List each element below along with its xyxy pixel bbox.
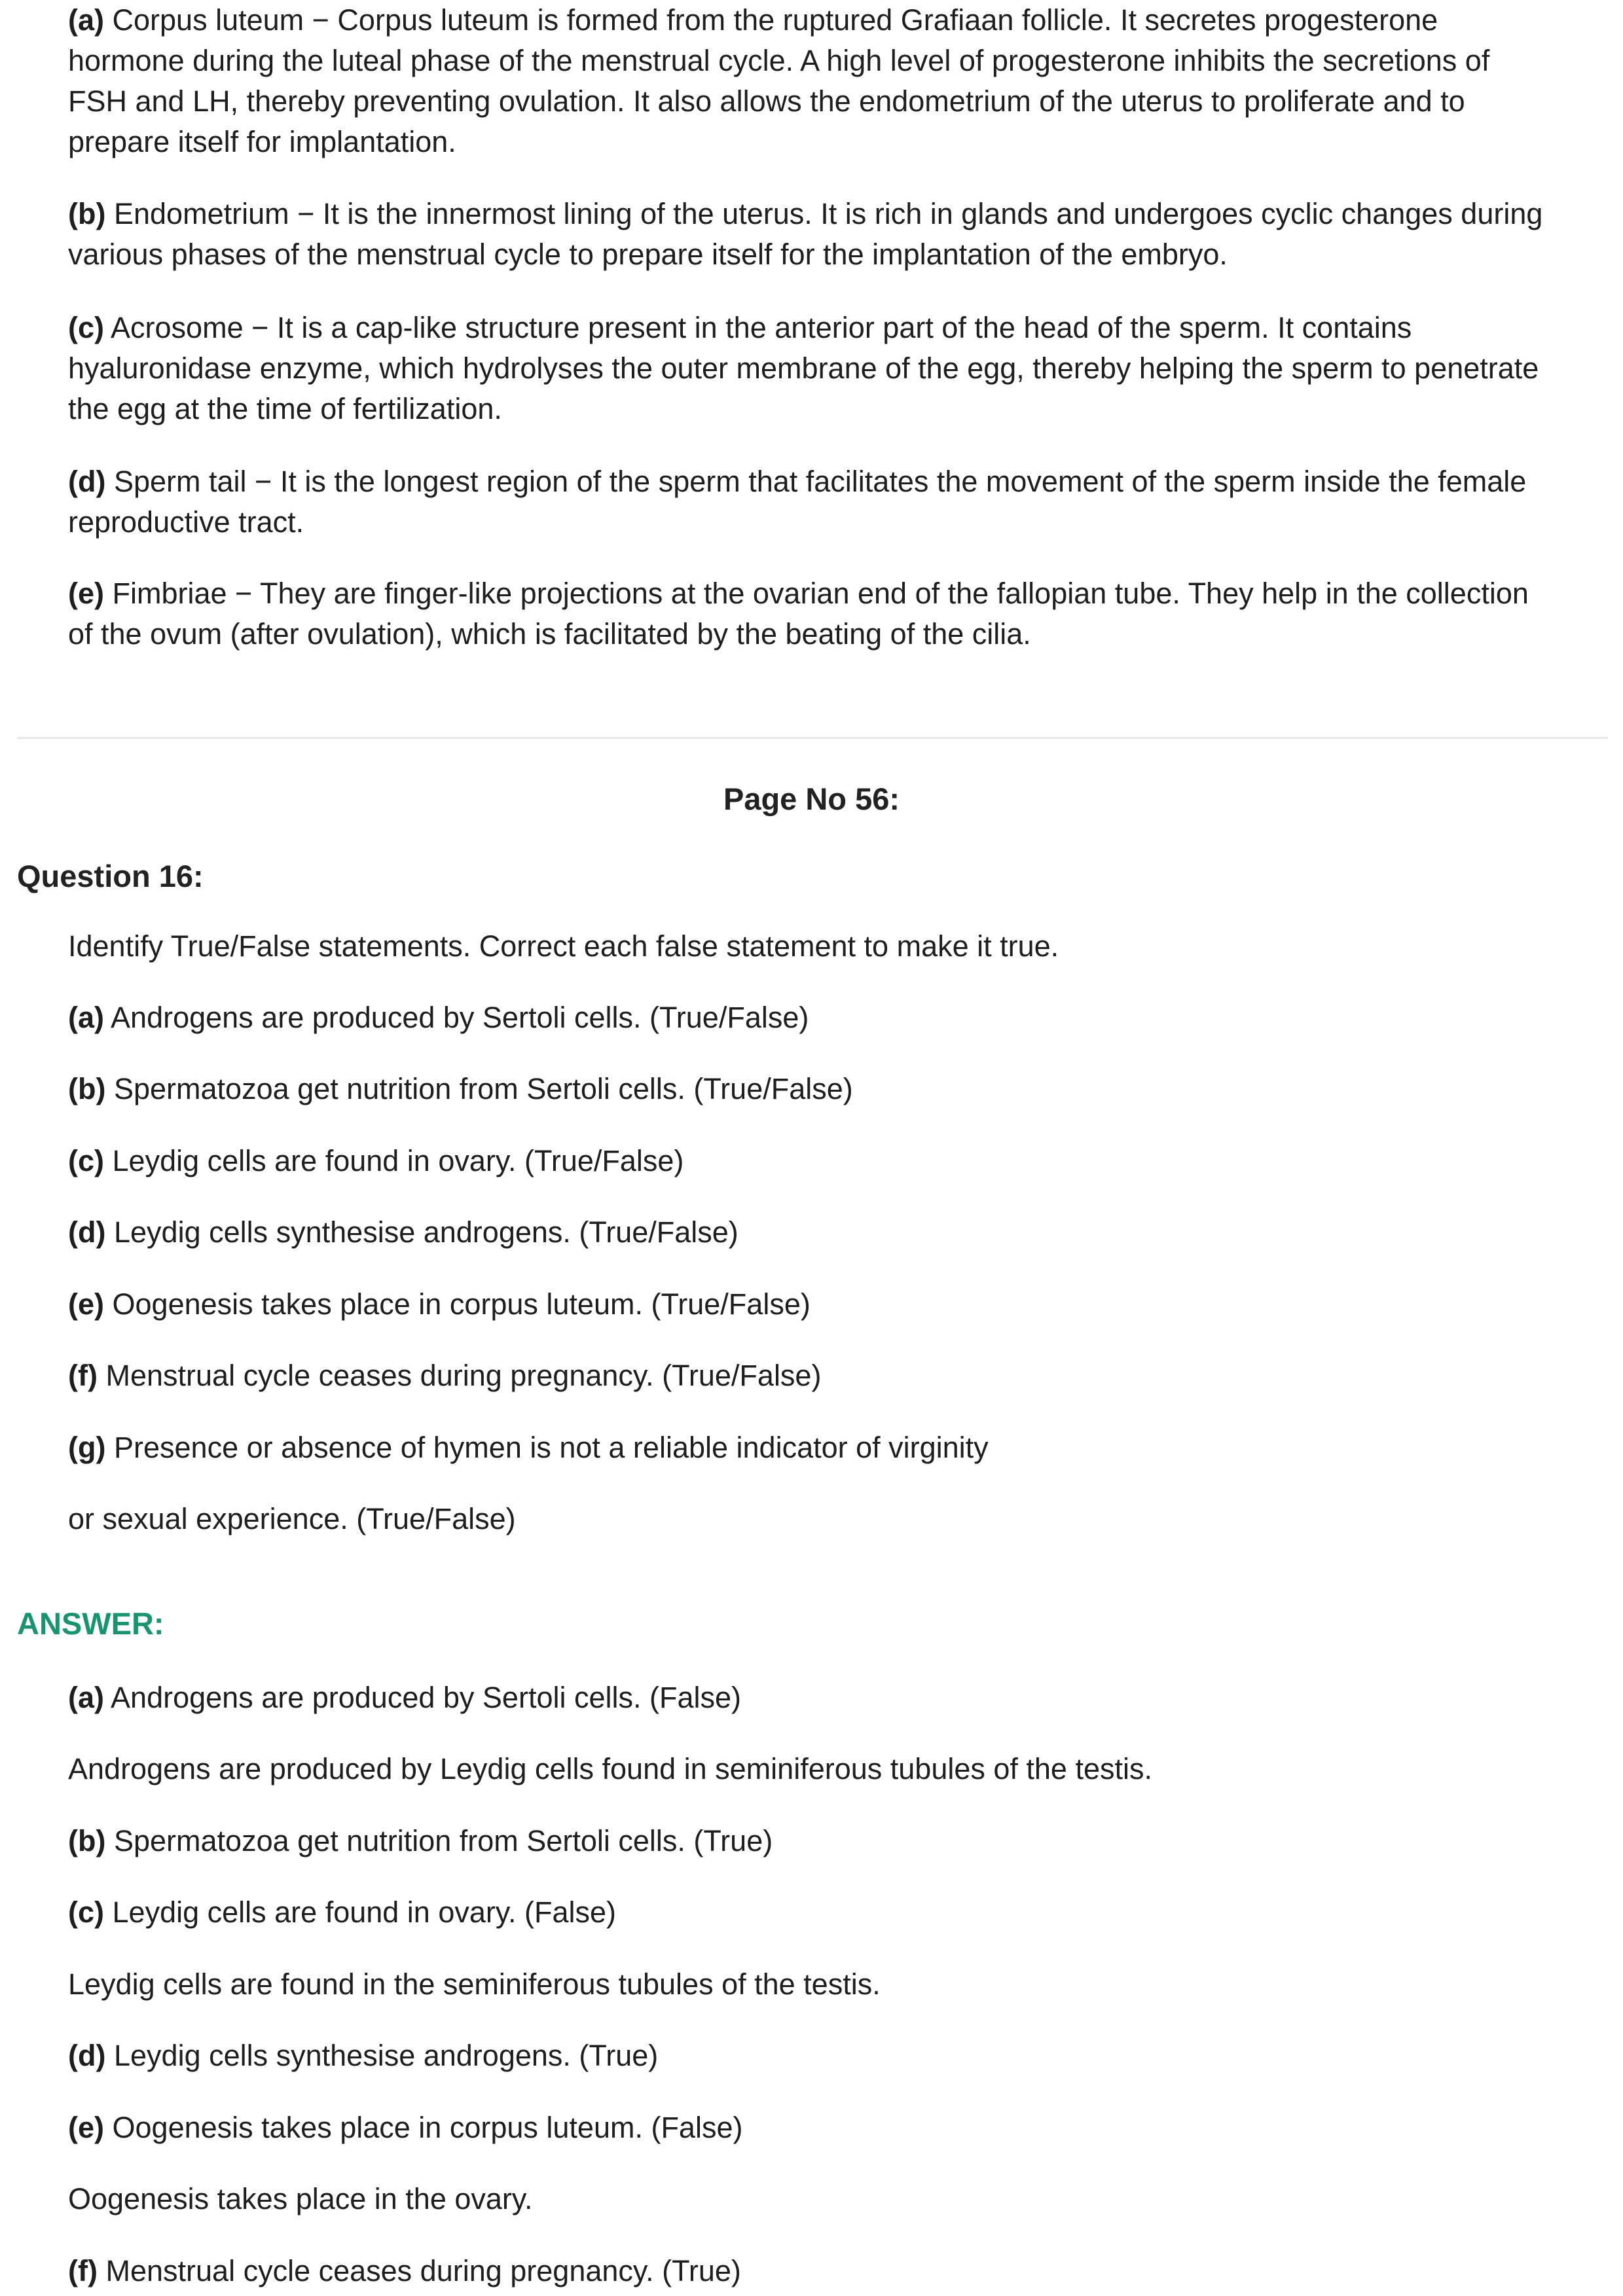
question-item-e <box>68 1284 1613 1325</box>
item-text-line: Acrosome − It is a cap-like structure present in the anterior part of the head of the sperm. It contains <box>111 311 1412 344</box>
question-item-d <box>68 1212 1613 1253</box>
item-text-line: various phases of the menstrual cycle to prepare itself for the implantation of the embryo. <box>68 238 1228 271</box>
item-text: Spermatozoa get nutrition from Sertoli cells. (True/False) <box>113 1072 853 1105</box>
answer-note-c <box>68 1964 1613 2005</box>
item-label: (e) <box>68 577 104 610</box>
item-text: Oogenesis takes place in corpus luteum. (False) <box>112 2111 743 2144</box>
answer-note-a <box>68 1749 1613 1789</box>
prev-answer-item-c <box>68 308 1613 429</box>
item-label: (a) <box>68 1681 104 1714</box>
item-text: Menstrual cycle ceases during pregnancy. (True) <box>105 2254 741 2287</box>
section-divider <box>17 737 1608 739</box>
item-label: (g) <box>68 1431 106 1464</box>
answer-item-b <box>68 1821 1613 1861</box>
item-text-line: Fimbriae − They are finger-like projections at the ovarian end of the fallopian tube. They help in the collection <box>112 577 1529 610</box>
item-text-line: of the ovum (after ovulation), which is facilitated by the beating of the cilia. <box>68 617 1031 651</box>
answer-note-text: Androgens are produced by Leydig cells found in seminiferous tubules of the testis. <box>68 1752 1152 1785</box>
item-text-line: hormone during the luteal phase of the menstrual cycle. A high level of progesterone inhibits the secretions of <box>68 44 1490 77</box>
item-label: (a) <box>68 3 104 37</box>
item-label: (c) <box>68 311 104 344</box>
answer-note-text: Leydig cells are found in the seminiferous tubules of the testis. <box>68 1967 881 2001</box>
item-text-line: Endometrium − It is the innermost lining of the uterus. It is rich in glands and undergoes cyclic changes during <box>113 197 1543 230</box>
question-item-c <box>68 1141 1613 1181</box>
question-item-b <box>68 1069 1613 1109</box>
item-label: (b) <box>68 1824 106 1857</box>
answer-item-f <box>68 2251 1613 2291</box>
item-text: Oogenesis takes place in corpus luteum. (True/False) <box>112 1287 811 1321</box>
item-text: Androgens are produced by Sertoli cells. (True/False) <box>111 1001 809 1034</box>
item-text-line: FSH and LH, thereby preventing ovulation. It also allows the endometrium of the uterus to proliferate and to <box>68 84 1465 118</box>
item-label: (d) <box>68 1215 106 1249</box>
item-text: Menstrual cycle ceases during pregnancy. (True/False) <box>105 1359 822 1392</box>
answer-note-text: Oogenesis takes place in the ovary. <box>68 2182 533 2215</box>
item-label: (e) <box>68 2111 104 2144</box>
question-intro <box>68 926 1613 967</box>
item-label: (a) <box>68 1001 104 1034</box>
item-text-line: Sperm tail − It is the longest region of the sperm that facilitates the movement of the sperm inside the female <box>113 465 1527 498</box>
answer-note-e <box>68 2179 1613 2219</box>
question-item-a <box>68 997 1613 1038</box>
answer-item-c <box>68 1892 1613 1933</box>
item-label: (c) <box>68 1144 104 1177</box>
item-text-line: prepare itself for implantation. <box>68 125 456 158</box>
item-label: (b) <box>68 1072 106 1105</box>
prev-answer-item-d <box>68 461 1613 543</box>
item-label: (d) <box>68 2039 106 2072</box>
item-text: Leydig cells are found in ovary. (True/False) <box>112 1144 684 1177</box>
item-text-line: the egg at the time of fertilization. <box>68 392 502 425</box>
item-text: Presence or absence of hymen is not a reliable indicator of virginity <box>113 1431 989 1464</box>
item-text-line: hyaluronidase enzyme, which hydrolyses the outer membrane of the egg, thereby helping the sperm to penetrate <box>68 351 1539 385</box>
question-item-g <box>68 1427 1613 1468</box>
item-text-line: Corpus luteum − Corpus luteum is formed from the ruptured Grafiaan follicle. It secretes progesterone <box>112 3 1438 37</box>
item-label: (c) <box>68 1895 104 1929</box>
prev-answer-item-a <box>68 0 1613 162</box>
item-text: Leydig cells synthesise androgens. (True/False) <box>113 1215 739 1249</box>
item-text: Leydig cells synthesise androgens. (True) <box>113 2039 659 2072</box>
answer-heading: ANSWER: <box>17 1606 164 1641</box>
page-number-heading: Page No 56: <box>723 781 900 816</box>
item-label: (b) <box>68 197 106 230</box>
item-text: Leydig cells are found in ovary. (False) <box>112 1895 617 1929</box>
item-label: (d) <box>68 465 106 498</box>
prev-answer-item-e <box>68 573 1613 655</box>
answer-item-e <box>68 2108 1613 2148</box>
answer-item-a <box>68 1677 1613 1718</box>
answer-item-d <box>68 2036 1613 2076</box>
question-item-f <box>68 1355 1613 1396</box>
item-label: (e) <box>68 1287 104 1321</box>
item-label: (f) <box>68 2254 98 2287</box>
item-label: (f) <box>68 1359 98 1392</box>
item-text: Spermatozoa get nutrition from Sertoli cells. (True) <box>113 1824 773 1857</box>
question-intro-text: Identify True/False statements. Correct each false statement to make it true. <box>68 929 1059 963</box>
item-text: Androgens are produced by Sertoli cells. (False) <box>111 1681 742 1714</box>
prev-answer-item-b <box>68 194 1613 275</box>
item-text-line: reproductive tract. <box>68 505 304 539</box>
question-item-g-continuation <box>68 1499 1613 1539</box>
question-heading: Question 16: <box>17 859 204 893</box>
item-text: or sexual experience. (True/False) <box>68 1502 516 1535</box>
